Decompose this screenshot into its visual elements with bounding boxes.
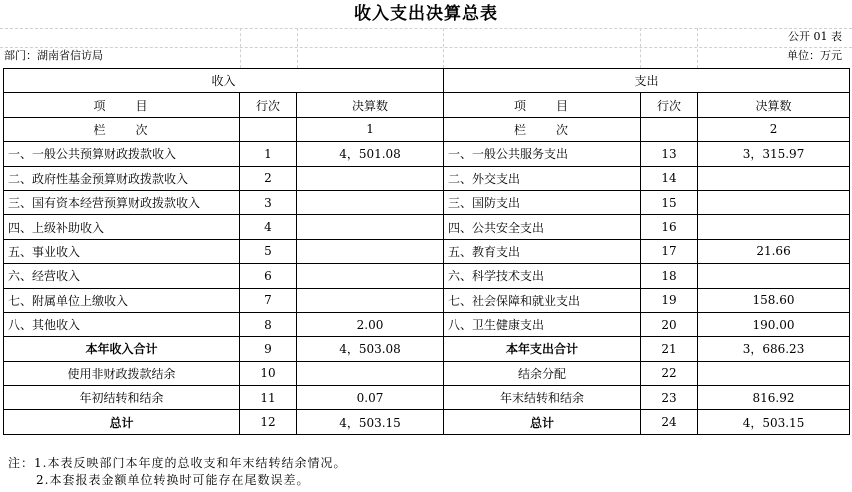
summary-row	[4, 361, 850, 385]
expense-row-number: 23	[641, 386, 698, 410]
income-item-label: 一、一般公共预算财政拨款收入	[4, 142, 240, 166]
income-row-number: 11	[240, 386, 297, 410]
expense-item-label: 三、国防支出	[444, 190, 641, 214]
footnotes	[8, 455, 346, 489]
summary-row	[4, 337, 850, 361]
income-summary-label: 年初结转和结余	[4, 386, 240, 410]
column-header-row	[4, 93, 850, 117]
income-item-label: 三、国有资本经营预算财政拨款收入	[4, 190, 240, 214]
income-amount: 4，503.15	[297, 410, 444, 434]
expense-row-col: 行次	[641, 93, 698, 117]
expense-item-label: 六、科学技术支出	[444, 264, 641, 288]
expense-item-col: 项 目	[444, 93, 641, 117]
income-item-label: 二、政府性基金预算财政拨款收入	[4, 166, 240, 190]
income-amount	[297, 166, 444, 190]
income-row-number: 8	[240, 312, 297, 336]
expense-amount: 158.60	[698, 288, 850, 312]
expense-col-number: 2	[698, 117, 850, 141]
income-col-number: 1	[297, 117, 444, 141]
expense-row-number: 24	[641, 410, 698, 434]
expense-amount-col: 决算数	[698, 93, 850, 117]
expense-amount	[698, 361, 850, 385]
income-row-number: 12	[240, 410, 297, 434]
income-summary-label: 本年收入合计	[4, 337, 240, 361]
expense-amount: 816.92	[698, 386, 850, 410]
report-title: 收入支出决算总表	[354, 4, 498, 24]
expense-row-number: 20	[641, 312, 698, 336]
expense-item-label: 五、教育支出	[444, 239, 641, 263]
income-row-col: 行次	[240, 93, 297, 117]
income-amount: 0.07	[297, 386, 444, 410]
income-amount	[297, 215, 444, 239]
note-1: 注：1.本表反映部门本年度的总收支和年末结转结余情况。	[8, 456, 347, 470]
income-amount	[297, 264, 444, 288]
summary-row	[4, 386, 850, 410]
income-row-number: 6	[240, 264, 297, 288]
income-amount: 2.00	[297, 312, 444, 336]
income-lanci-label: 栏 次	[4, 117, 240, 141]
expense-amount: 21.66	[698, 239, 850, 263]
income-item-col: 项 目	[4, 93, 240, 117]
expense-amount: 3，686.23	[698, 337, 850, 361]
expense-amount: 190.00	[698, 312, 850, 336]
income-amount: 4，501.08	[297, 142, 444, 166]
table-row	[4, 166, 850, 190]
income-amount	[297, 288, 444, 312]
income-row-number: 9	[240, 337, 297, 361]
expense-row-number: 15	[641, 190, 698, 214]
income-item-label: 四、上级补助收入	[4, 215, 240, 239]
expense-amount	[698, 264, 850, 288]
income-amount: 4，503.08	[297, 337, 444, 361]
expense-row-number: 18	[641, 264, 698, 288]
expense-row-number: 14	[641, 166, 698, 190]
expense-row-number: 22	[641, 361, 698, 385]
income-row-number: 10	[240, 361, 297, 385]
expense-header: 支出	[444, 69, 850, 93]
income-amount	[297, 239, 444, 263]
expense-item-label: 七、社会保障和就业支出	[444, 288, 641, 312]
expense-amount	[698, 190, 850, 214]
expense-summary-label: 总计	[444, 410, 641, 434]
expense-amount	[698, 166, 850, 190]
table-row	[4, 142, 850, 166]
expense-row-number: 13	[641, 142, 698, 166]
table-row	[4, 215, 850, 239]
form-number: 公开 01 表	[788, 30, 842, 43]
income-header: 收入	[4, 69, 444, 93]
note-2: 2.本套报表金额单位转换时可能存在尾数误差。	[36, 473, 310, 487]
income-summary-label: 总计	[4, 410, 240, 434]
income-amount-col: 决算数	[297, 93, 444, 117]
expense-row-number: 16	[641, 215, 698, 239]
expense-amount	[698, 215, 850, 239]
income-item-label: 七、附属单位上缴收入	[4, 288, 240, 312]
table-row	[4, 288, 850, 312]
expense-amount: 4，503.15	[698, 410, 850, 434]
income-row-number: 7	[240, 288, 297, 312]
income-item-label: 五、事业收入	[4, 239, 240, 263]
expense-row-number: 17	[641, 239, 698, 263]
income-row-number: 4	[240, 215, 297, 239]
expense-row-number: 21	[641, 337, 698, 361]
expense-item-label: 八、卫生健康支出	[444, 312, 641, 336]
expense-item-label: 二、外交支出	[444, 166, 641, 190]
expense-lanci-label: 栏 次	[444, 117, 641, 141]
income-amount	[297, 361, 444, 385]
income-lanci-empty	[240, 117, 297, 141]
department-label: 部门：湖南省信访局	[4, 49, 103, 62]
income-row-number: 1	[240, 142, 297, 166]
income-summary-label: 使用非财政拨款结余	[4, 361, 240, 385]
column-number-row	[4, 117, 850, 141]
income-row-number: 5	[240, 239, 297, 263]
income-item-label: 六、经营收入	[4, 264, 240, 288]
income-amount	[297, 190, 444, 214]
summary-row	[4, 410, 850, 434]
income-expense-table	[3, 68, 850, 435]
table-row	[4, 239, 850, 263]
expense-summary-label: 年末结转和结余	[444, 386, 641, 410]
unit-label: 单位：万元	[787, 49, 842, 62]
expense-amount: 3，315.97	[698, 142, 850, 166]
section-header-row	[4, 69, 850, 93]
income-row-number: 2	[240, 166, 297, 190]
income-row-number: 3	[240, 190, 297, 214]
table-row	[4, 312, 850, 336]
expense-summary-label: 结余分配	[444, 361, 641, 385]
expense-summary-label: 本年支出合计	[444, 337, 641, 361]
expense-lanci-empty	[641, 117, 698, 141]
table-row	[4, 264, 850, 288]
table-row	[4, 190, 850, 214]
expense-item-label: 四、公共安全支出	[444, 215, 641, 239]
expense-item-label: 一、一般公共服务支出	[444, 142, 641, 166]
expense-row-number: 19	[641, 288, 698, 312]
income-item-label: 八、其他收入	[4, 312, 240, 336]
